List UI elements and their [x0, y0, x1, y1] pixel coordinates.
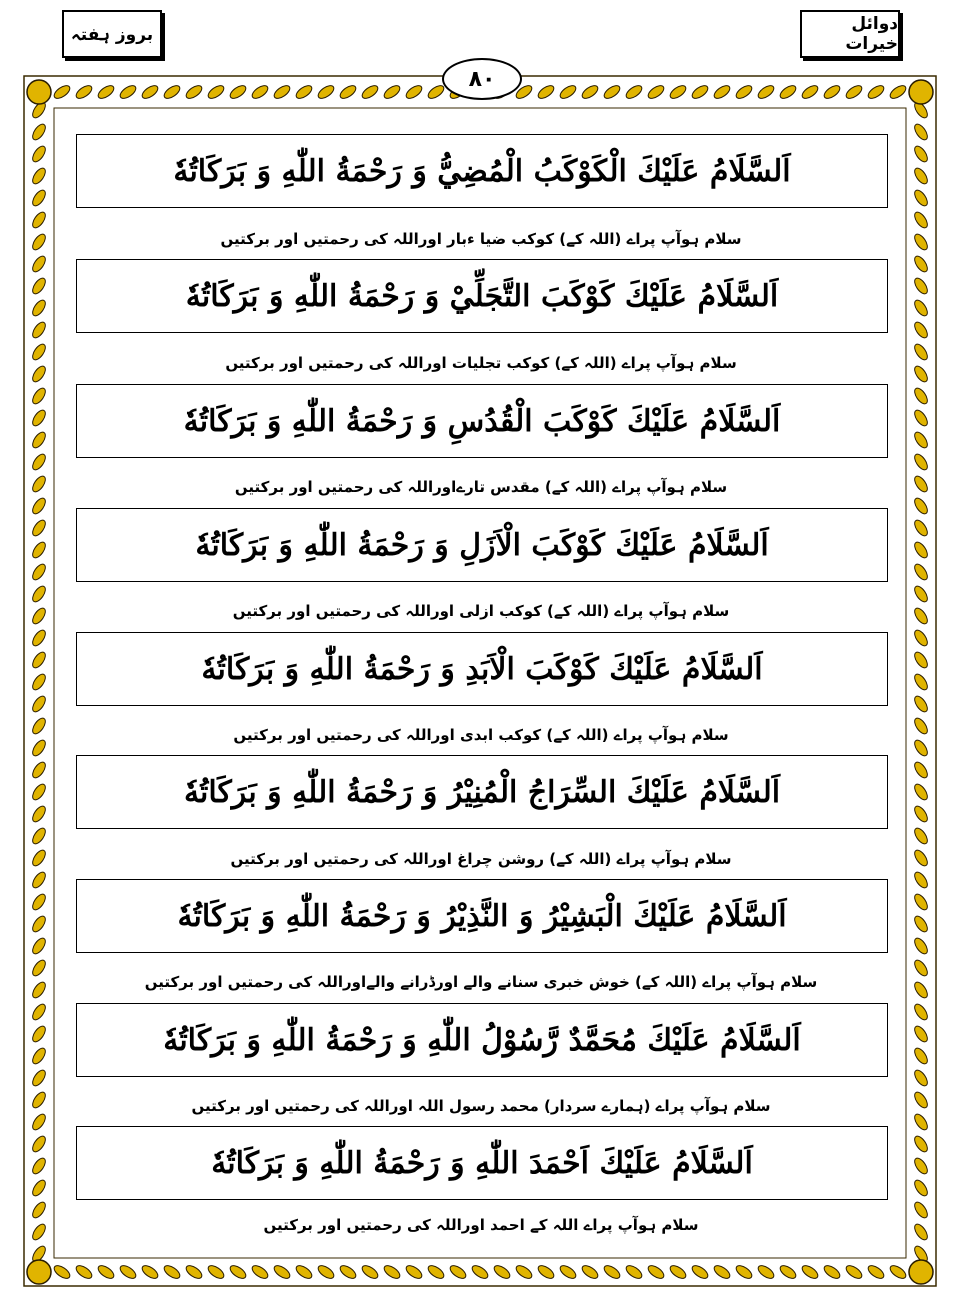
border-leaf [30, 914, 48, 934]
border-leaf [912, 276, 930, 296]
translation-3: سلام ہوآپ پراے (اللہ کے) مقدس تارےاوراللہ کی رحمتیں اور برکتیں [234, 478, 728, 496]
border-leaf [912, 804, 930, 824]
border-leaf [30, 540, 48, 560]
border-leaf [140, 83, 160, 101]
border-leaf [756, 83, 776, 101]
border-leaf [30, 760, 48, 780]
border-leaf [30, 1178, 48, 1198]
border-leaf [30, 1090, 48, 1110]
border-leaf [712, 83, 732, 101]
border-leaf [294, 1263, 314, 1281]
border-leaf [912, 1134, 930, 1154]
border-leaf [30, 166, 48, 186]
border-leaf [30, 606, 48, 626]
border-leaf [338, 83, 358, 101]
border-corner-rosette [909, 80, 933, 104]
border-leaf [646, 1263, 666, 1281]
border-leaf [690, 83, 710, 101]
border-leaf [30, 1002, 48, 1022]
border-corner-rosette [909, 1260, 933, 1284]
border-leaf [360, 83, 380, 101]
border-leaf [250, 83, 270, 101]
border-leaf [30, 628, 48, 648]
salam-box-4: اَلسَّلَامُ عَلَيْكَ كَوْكَبَ الْاَزَلِ وَ رَحْمَةُ اللّٰهِ وَ بَرَكَاتُهٗ [76, 508, 888, 582]
border-leaf [866, 1263, 886, 1281]
border-leaf [360, 1263, 380, 1281]
border-leaf [912, 562, 930, 582]
border-leaf [30, 452, 48, 472]
border-leaf [888, 83, 908, 101]
border-leaf [912, 1222, 930, 1242]
border-leaf [912, 210, 930, 230]
border-leaf [30, 1222, 48, 1242]
border-leaf [30, 980, 48, 1000]
border-leaf [912, 540, 930, 560]
border-leaf [30, 122, 48, 142]
border-leaf [514, 1263, 534, 1281]
page-number: ۸۰ [442, 58, 522, 100]
border-leaf [912, 628, 930, 648]
border-leaf [912, 892, 930, 912]
border-leaf [162, 83, 182, 101]
border-leaf [912, 1002, 930, 1022]
translation-6: سلام ہوآپ پراے (اللہ کے) روشن چراغ اوراللہ کی رحمتیں اور برکتیں [230, 850, 732, 868]
salam-box-5: اَلسَّلَامُ عَلَيْكَ كَوْكَبَ الْاَبَدِ وَ رَحْمَةُ اللّٰهِ وَ بَرَكَاتُهٗ [76, 632, 888, 706]
border-leaf [536, 1263, 556, 1281]
translation-7: سلام ہوآپ پراے (اللہ کے) خوش خبری سنانے والے اورڈرانے والےاوراللہ کی رحمتیں اور برکتیں [144, 973, 818, 991]
border-leaf [912, 1156, 930, 1176]
border-leaf [912, 760, 930, 780]
translation-1: سلام ہوآپ پراے (اللہ کے) کوکب ضیا ءبار اوراللہ کی رحمتیں اور برکتیں [220, 230, 742, 248]
salam-box-2: اَلسَّلَامُ عَلَيْكَ كَوْكَبَ التَّجَلِّيْ وَ رَحْمَةُ اللّٰهِ وَ بَرَكَاتُهٗ [76, 259, 888, 333]
border-leaf [404, 83, 424, 101]
border-leaf [912, 232, 930, 252]
border-leaf [294, 83, 314, 101]
border-leaf [912, 694, 930, 714]
border-leaf [74, 83, 94, 101]
border-leaf [912, 980, 930, 1000]
border-leaf [272, 83, 292, 101]
border-leaf [338, 1263, 358, 1281]
border-leaf [118, 83, 138, 101]
border-leaf [30, 782, 48, 802]
border-leaf [580, 83, 600, 101]
border-leaf [912, 1178, 930, 1198]
border-leaf [30, 1200, 48, 1220]
border-leaf [844, 1263, 864, 1281]
border-leaf [624, 1263, 644, 1281]
border-leaf [30, 584, 48, 604]
translation-9: سلام ہوآپ پراے اللہ کے احمد اوراللہ کی رحمتیں اور برکتیں [263, 1216, 699, 1234]
salam-box-3: اَلسَّلَامُ عَلَيْكَ كَوْكَبَ الْقُدُسِ وَ رَحْمَةُ اللّٰهِ وَ بَرَكَاتُهٗ [76, 384, 888, 458]
border-leaf [272, 1263, 292, 1281]
border-leaf [184, 83, 204, 101]
border-leaf [912, 386, 930, 406]
border-leaf [912, 518, 930, 538]
border-leaf [30, 892, 48, 912]
border-leaf [470, 1263, 490, 1281]
salam-box-8: اَلسَّلَامُ عَلَيْكَ مُحَمَّدٌ رَّسُوْلُ اللّٰهِ وَ رَحْمَةُ اللّٰهِ وَ بَرَكَاتُهٗ [76, 1003, 888, 1077]
border-leaf [30, 716, 48, 736]
border-leaf [912, 870, 930, 890]
border-leaf [536, 83, 556, 101]
border-leaf [30, 848, 48, 868]
border-leaf [30, 276, 48, 296]
border-leaf [492, 1263, 512, 1281]
border-leaf [118, 1263, 138, 1281]
border-leaf [30, 298, 48, 318]
border-leaf [30, 408, 48, 428]
border-leaf [558, 83, 578, 101]
border-leaf [800, 83, 820, 101]
border-leaf [184, 1263, 204, 1281]
border-leaf [30, 1046, 48, 1066]
border-leaf [30, 650, 48, 670]
border-leaf [30, 430, 48, 450]
border-leaf [52, 1263, 72, 1281]
border-corner-rosette [27, 80, 51, 104]
border-leaf [30, 210, 48, 230]
border-leaf [30, 1112, 48, 1132]
border-leaf [426, 83, 446, 101]
salam-box-7: اَلسَّلَامُ عَلَيْكَ الْبَشِيْرُ وَ النَّذِيْرُ وَ رَحْمَةُ اللّٰهِ وَ بَرَكَاتُهٗ [76, 879, 888, 953]
border-leaf [888, 1263, 908, 1281]
border-leaf [228, 83, 248, 101]
border-leaf [912, 496, 930, 516]
border-leaf [778, 83, 798, 101]
border-leaf [912, 122, 930, 142]
border-leaf [624, 83, 644, 101]
border-leaf [734, 1263, 754, 1281]
salam-box-6: اَلسَّلَامُ عَلَيْكَ السِّرَاجُ الْمُنِيْرُ وَ رَحْمَةُ اللّٰهِ وَ بَرَكَاتُهٗ [76, 755, 888, 829]
border-leaf [912, 826, 930, 846]
border-leaf [30, 804, 48, 824]
border-leaf [30, 672, 48, 692]
border-leaf [912, 452, 930, 472]
border-leaf [912, 782, 930, 802]
border-leaf [912, 1068, 930, 1088]
border-leaf [52, 83, 72, 101]
border-leaf [206, 1263, 226, 1281]
border-leaf [912, 1112, 930, 1132]
border-leaf [912, 738, 930, 758]
border-leaf [30, 232, 48, 252]
border-leaf [668, 1263, 688, 1281]
border-leaf [912, 364, 930, 384]
border-corner-rosette [27, 1260, 51, 1284]
border-leaf [844, 83, 864, 101]
day-label: بروز ہفتہ [62, 10, 162, 58]
border-leaf [30, 320, 48, 340]
border-leaf [30, 958, 48, 978]
border-leaf [912, 320, 930, 340]
border-leaf [912, 672, 930, 692]
border-leaf [30, 188, 48, 208]
border-leaf [646, 83, 666, 101]
border-leaf [228, 1263, 248, 1281]
border-leaf [668, 83, 688, 101]
border-leaf [822, 1263, 842, 1281]
border-leaf [96, 1263, 116, 1281]
border-leaf [382, 83, 402, 101]
border-leaf [30, 386, 48, 406]
border-leaf [30, 562, 48, 582]
border-leaf [712, 1263, 732, 1281]
border-leaf [912, 958, 930, 978]
border-leaf [822, 83, 842, 101]
border-leaf [912, 848, 930, 868]
border-leaf [756, 1263, 776, 1281]
border-leaf [912, 1024, 930, 1044]
border-leaf [30, 738, 48, 758]
border-leaf [162, 1263, 182, 1281]
border-leaf [30, 254, 48, 274]
border-leaf [250, 1263, 270, 1281]
book-title-label: دوائل خیرات [800, 10, 900, 58]
border-leaf [912, 1200, 930, 1220]
salam-box-1: اَلسَّلَامُ عَلَيْكَ الْكَوْكَبُ الْمُضِيُّ وَ رَحْمَةُ اللّٰهِ وَ بَرَكَاتُهٗ [76, 134, 888, 208]
border-leaf [206, 83, 226, 101]
border-leaf [30, 496, 48, 516]
border-leaf [912, 914, 930, 934]
border-leaf [912, 584, 930, 604]
translation-2: سلام ہوآپ پراے (اللہ کے) کوکب تجلیات اوراللہ کی رحمتیں اور برکتیں [225, 354, 737, 372]
border-leaf [778, 1263, 798, 1281]
border-leaf [558, 1263, 578, 1281]
border-leaf [602, 1263, 622, 1281]
translation-8: سلام ہوآپ پراے (ہمارے سردار) محمد رسول اللہ اوراللہ کی رحمتیں اور برکتیں [191, 1097, 771, 1115]
border-leaf [30, 870, 48, 890]
border-leaf [30, 1134, 48, 1154]
border-leaf [448, 1263, 468, 1281]
border-leaf [96, 83, 116, 101]
border-leaf [30, 342, 48, 362]
border-leaf [912, 188, 930, 208]
border-leaf [30, 1068, 48, 1088]
translation-5: سلام ہوآپ پراے (اللہ کے) کوکب ابدی اوراللہ کی رحمتیں اور برکتیں [233, 726, 729, 744]
border-leaf [30, 474, 48, 494]
border-leaf [912, 474, 930, 494]
border-leaf [912, 408, 930, 428]
translation-4: سلام ہوآپ پراے (اللہ کے) کوکب ازلی اوراللہ کی رحمتیں اور برکتیں [232, 602, 730, 620]
border-leaf [912, 1046, 930, 1066]
border-leaf [800, 1263, 820, 1281]
border-leaf [912, 254, 930, 274]
border-leaf [912, 342, 930, 362]
border-leaf [316, 83, 336, 101]
border-leaf [912, 1090, 930, 1110]
border-leaf [912, 650, 930, 670]
border-leaf [30, 1156, 48, 1176]
border-leaf [912, 166, 930, 186]
border-leaf [912, 144, 930, 164]
border-leaf [316, 1263, 336, 1281]
border-leaf [30, 518, 48, 538]
border-leaf [426, 1263, 446, 1281]
border-leaf [602, 83, 622, 101]
border-leaf [30, 826, 48, 846]
border-leaf [734, 83, 754, 101]
border-leaf [912, 716, 930, 736]
border-leaf [140, 1263, 160, 1281]
border-leaf [580, 1263, 600, 1281]
border-leaf [912, 430, 930, 450]
salam-box-9: اَلسَّلَامُ عَلَيْكَ اَحْمَدَ اللّٰهِ وَ رَحْمَةُ اللّٰهِ وَ بَرَكَاتُهٗ [76, 1126, 888, 1200]
border-leaf [382, 1263, 402, 1281]
border-leaf [912, 606, 930, 626]
border-leaf [30, 694, 48, 714]
border-leaf [866, 83, 886, 101]
border-leaf [404, 1263, 424, 1281]
border-leaf [30, 1024, 48, 1044]
border-leaf [912, 936, 930, 956]
border-leaf [74, 1263, 94, 1281]
border-leaf [912, 298, 930, 318]
border-leaf [30, 144, 48, 164]
border-leaf [690, 1263, 710, 1281]
border-leaf [30, 936, 48, 956]
border-leaf [30, 364, 48, 384]
